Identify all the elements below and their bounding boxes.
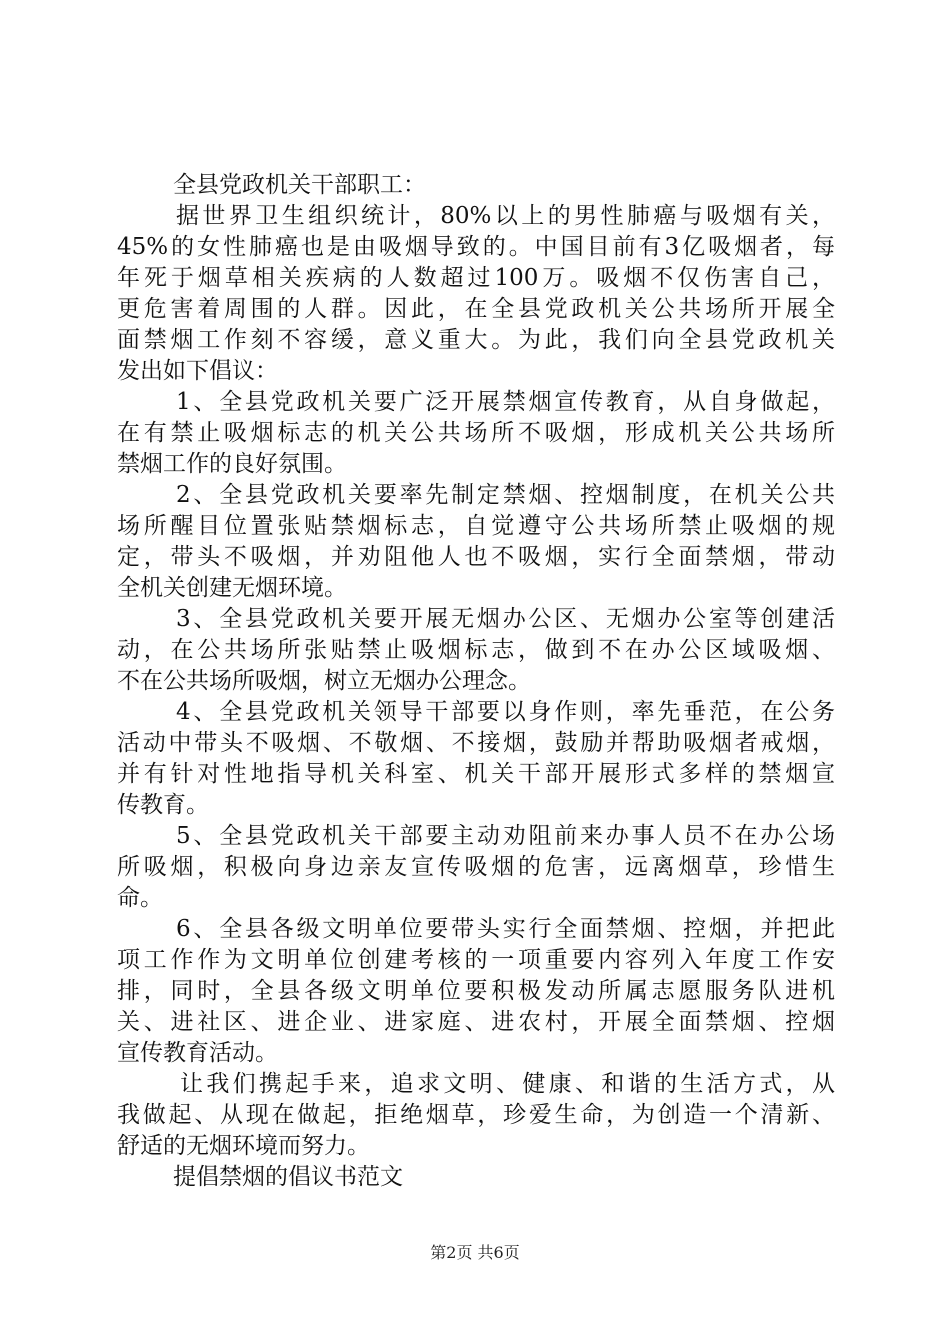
proposal-item-1	[117, 387, 835, 480]
paragraph-line: 并有针对性地指导机关科室、机关干部开展形式多样的禁烟宣	[117, 761, 835, 787]
paragraph-line: 禁烟工作的良好氛围。	[117, 451, 347, 477]
page-number-footer: 第2页 共6页	[430, 1243, 520, 1262]
paragraph-line: 传教育。	[117, 792, 209, 818]
paragraph-line: 据世界卫生组织统计，80%以上的男性肺癌与吸烟有关，	[176, 203, 835, 229]
paragraph-line: 5、全县党政机关干部要主动劝阻前来办事人员不在办公场	[176, 823, 835, 849]
paragraph-line: 我做起、从现在做起，拒绝烟草，珍爱生命，为创造一个清新、	[117, 1102, 835, 1128]
paragraph-line: 活动中带头不吸烟、不敬烟、不接烟，鼓励并帮助吸烟者戒烟，	[117, 730, 835, 756]
paragraph-line: 1、全县党政机关要广泛开展禁烟宣传教育，从自身做起，	[176, 389, 835, 415]
paragraph-line: 不在公共场所吸烟，树立无烟办公理念。	[117, 668, 531, 694]
paragraph-line: 命。	[117, 885, 163, 911]
paragraph-line: 4、全县党政机关领导干部要以身作则，率先垂范，在公务	[176, 699, 835, 725]
closing-paragraph	[117, 1069, 835, 1162]
proposal-item-6	[117, 914, 835, 1069]
paragraph-line: 面禁烟工作刻不容缓，意义重大。为此，我们向全县党政机关	[117, 327, 835, 353]
paragraph-line: 定，带头不吸烟，并劝阻他人也不吸烟，实行全面禁烟，带动	[117, 544, 835, 570]
proposal-item-4	[117, 697, 835, 821]
next-section-title: 提倡禁烟的倡议书范文	[173, 1164, 403, 1190]
paragraph-line: 6、全县各级文明单位要带头实行全面禁烟、控烟，并把此	[176, 916, 835, 942]
paragraph-line: 所吸烟，积极向身边亲友宣传吸烟的危害，远离烟草，珍惜生	[117, 854, 835, 880]
proposal-item-2	[117, 480, 835, 604]
proposal-item-5	[117, 821, 835, 914]
paragraph-line: 发出如下倡议：	[117, 358, 278, 384]
intro-paragraph	[117, 201, 835, 387]
proposal-item-3	[117, 604, 835, 697]
paragraph-line: 动，在公共场所张贴禁止吸烟标志，做到不在办公区域吸烟、	[117, 637, 835, 663]
paragraph-line: 排，同时，全县各级文明单位要积极发动所属志愿服务队进机	[117, 978, 835, 1004]
paragraph-line: 关、进社区、进企业、进家庭、进农村，开展全面禁烟、控烟	[117, 1009, 835, 1035]
paragraph-line: 2、全县党政机关要率先制定禁烟、控烟制度，在机关公共	[176, 482, 835, 508]
paragraph-line: 3、全县党政机关要开展无烟办公区、无烟办公室等创建活	[176, 606, 835, 632]
document-body	[117, 170, 835, 1193]
paragraph-line: 场所醒目位置张贴禁烟标志，自觉遵守公共场所禁止吸烟的规	[117, 513, 835, 539]
paragraph-line: 宣传教育活动。	[117, 1040, 278, 1066]
paragraph-line: 年死于烟草相关疾病的人数超过100万。吸烟不仅伤害自己，	[117, 265, 835, 291]
paragraph-line: 在有禁止吸烟标志的机关公共场所不吸烟，形成机关公共场所	[117, 420, 835, 446]
salutation: 全县党政机关干部职工：	[173, 172, 426, 198]
paragraph-line: 更危害着周围的人群。因此，在全县党政机关公共场所开展全	[117, 296, 835, 322]
paragraph-line: 舒适的无烟环境而努力。	[117, 1133, 370, 1159]
paragraph-line: 全机关创建无烟环境。	[117, 575, 347, 601]
paragraph-line: 项工作作为文明单位创建考核的一项重要内容列入年度工作安	[117, 947, 835, 973]
paragraph-line: 45%的女性肺癌也是由吸烟导致的。中国目前有3亿吸烟者，每	[117, 234, 835, 260]
paragraph-line: 让我们携起手来，追求文明、健康、和谐的生活方式，从	[180, 1071, 835, 1097]
